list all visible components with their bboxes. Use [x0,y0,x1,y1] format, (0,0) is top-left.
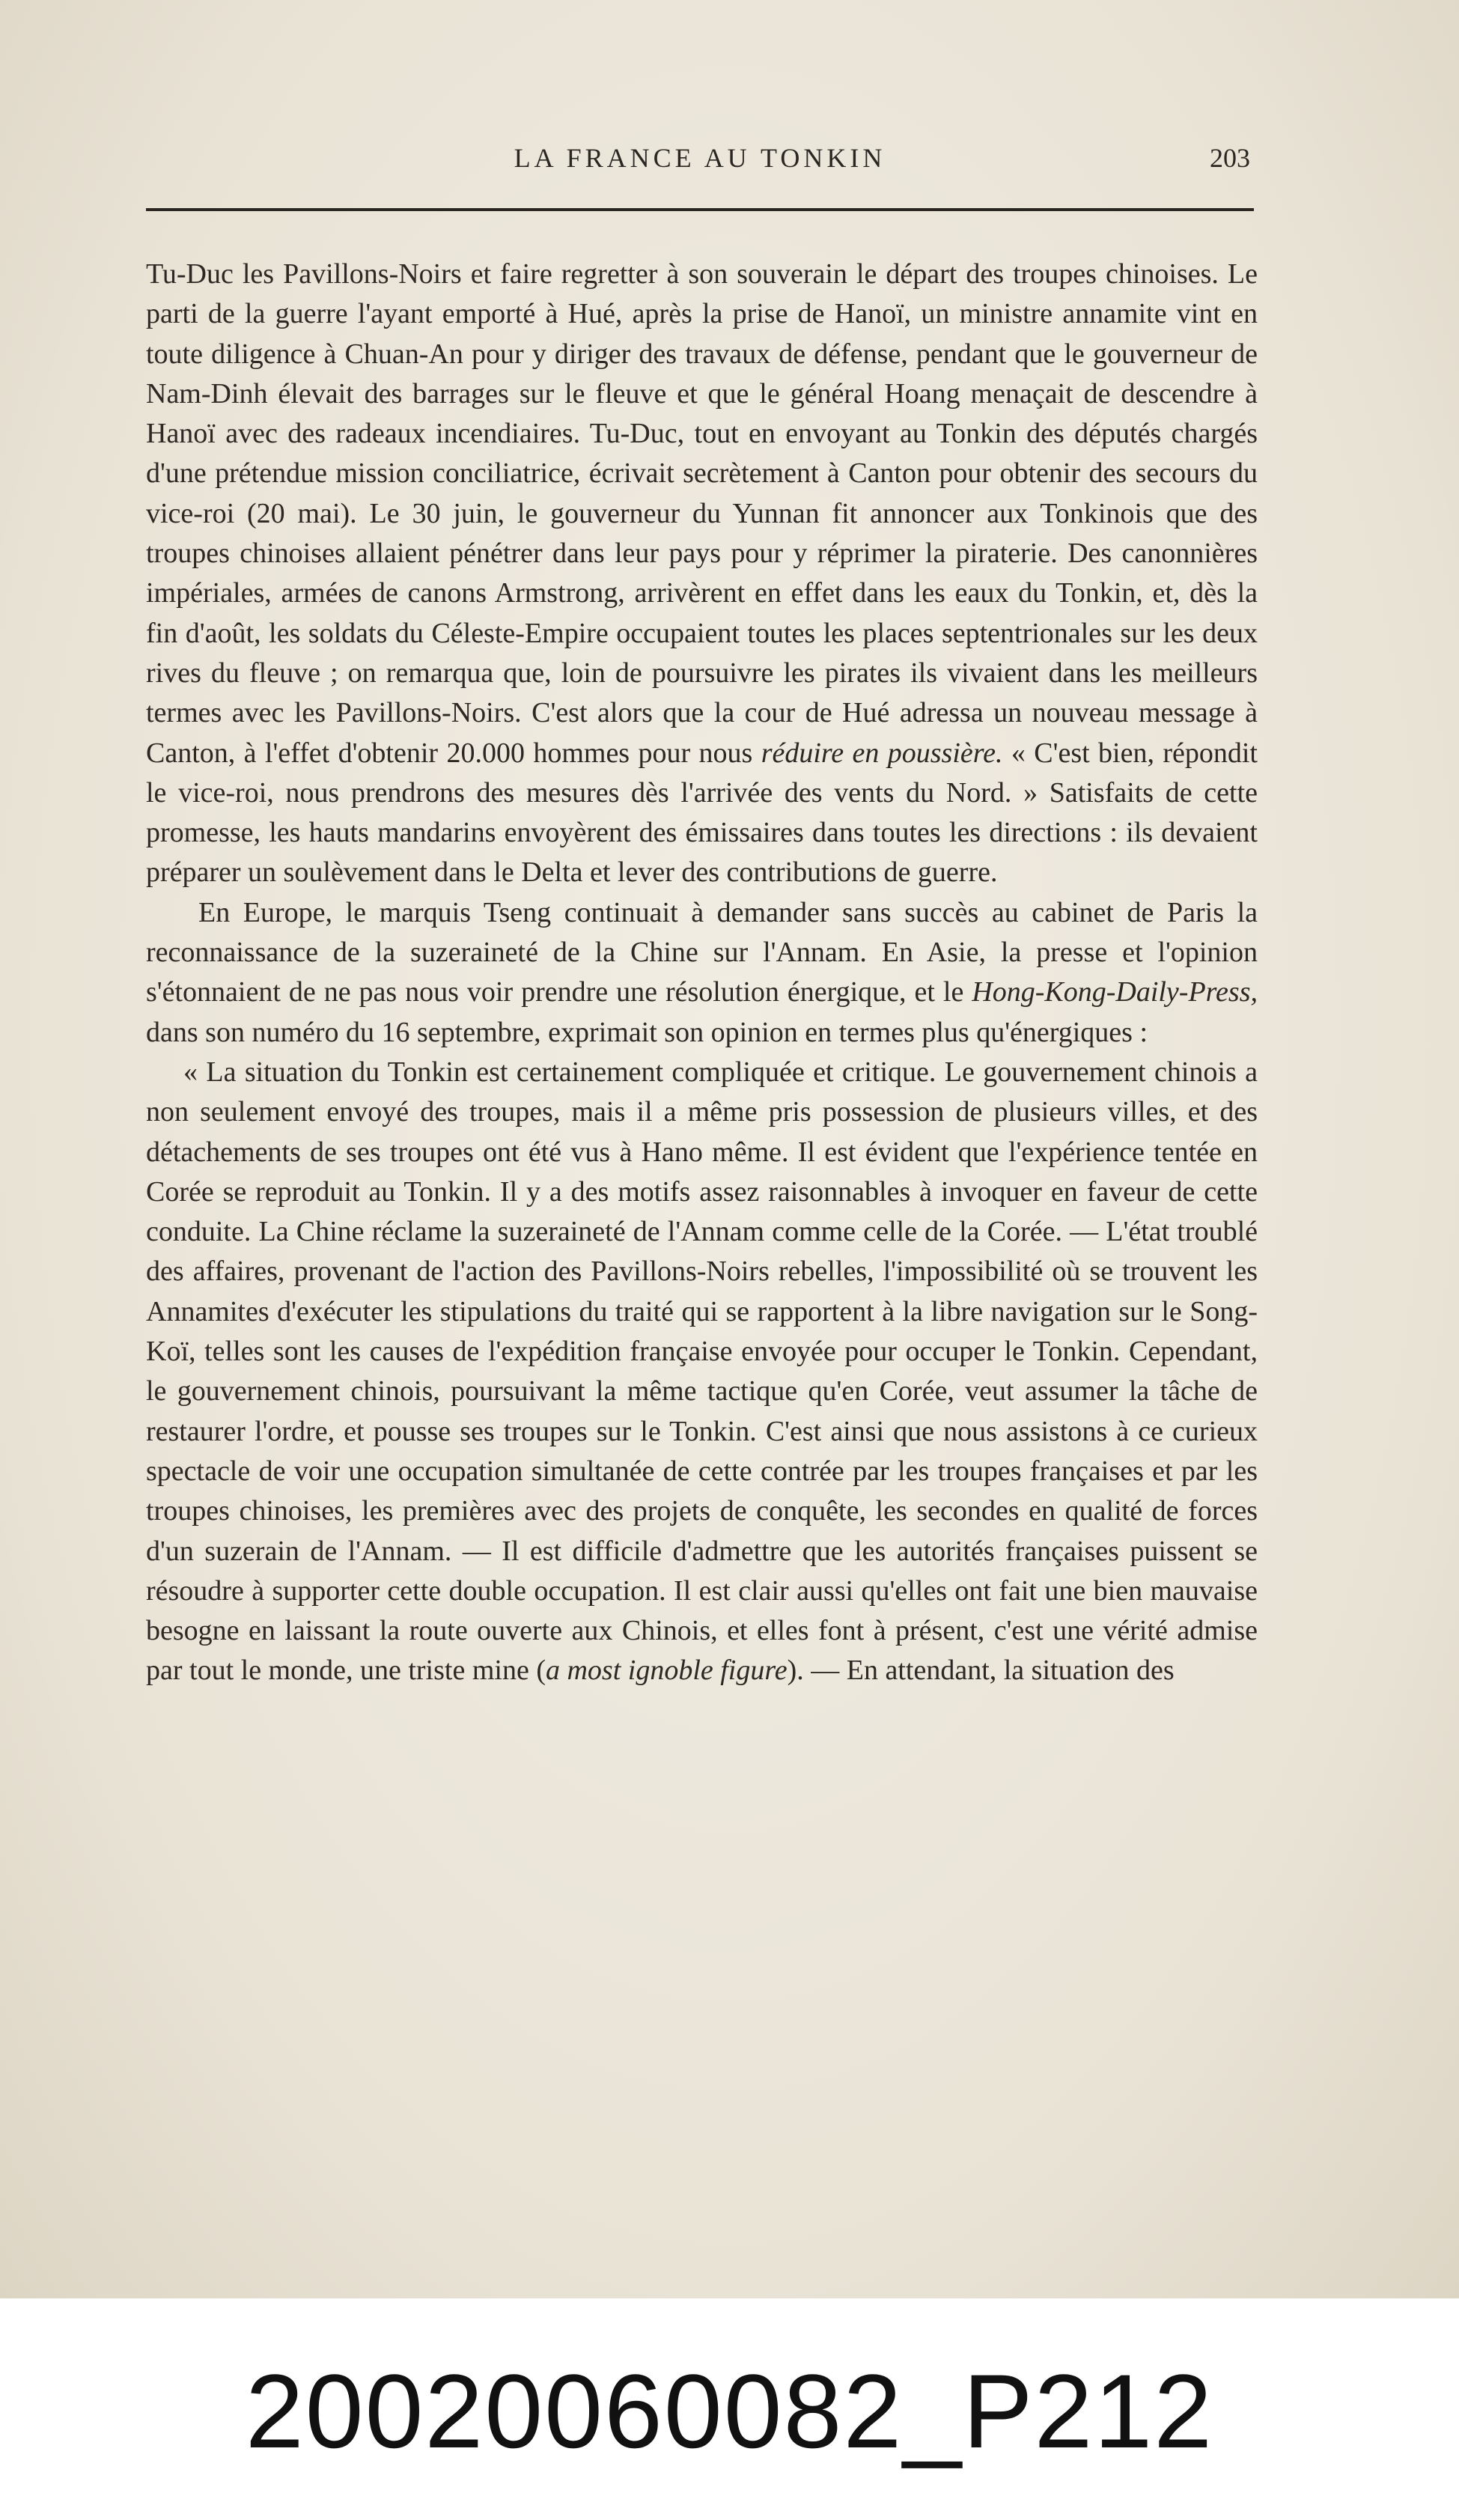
paragraph-2-end: dans son numéro du 16 septembre, exprimait son opinion en termes plus qu'énergiques : [146,1016,1148,1048]
paragraph-1-italic: réduire en poussière. [761,737,1003,769]
paragraph-1 [146,255,1258,893]
paragraph-2 [146,893,1258,1053]
catalog-footer [0,2298,1459,2520]
paragraph-3-text: « La situation du Tonkin est certainement compliquée et critique. Le gouvernement chinois a non seulement envoyé des troupes, mais il a même pris possession de plusieurs villes, et des détachements de ses troupes ont été vus à Hano même. Il est évident que l'expérience tentée en Corée se reproduit au Tonkin. Il y a des motifs assez raisonnables à invoquer en faveur de cette conduite. La Chine réclame la suzeraineté de l'Annam comme celle de la Corée. — L'état troublé des affaires, provenant de l'action des Pavillons-Noirs rebelles, l'impossibilité où se trouvent les Annamites d'exécuter les stipulations du traité qui se rapportent à la libre navigation sur le Song-Koï, telles sont les causes de l'expédition française envoyée pour occuper le Tonkin. Cependant, le gouvernement chinois, poursuivant la même tactique qu'en Corée, veut assumer la tâche de restaurer l'ordre, et pousse ses troupes sur le Tonkin. C'est ainsi que nous assistons à ce curieux spectacle de voir une occupation simultanée de cette contrée par les troupes françaises et par les troupes chinoises, les premières avec des projets de conquête, les secondes en qualité de forces d'un suzerain de l'Annam. — Il est difficile d'admettre que les autorités françaises puissent se résoudre à supporter cette double occupation. Il est clair aussi qu'elles ont fait une bien mauvaise besogne en laissant la route ouverte aux Chinois, et elles font à présent, c'est une vérité admise par tout le monde, une triste mine ( [146,1056,1258,1687]
paragraph-1-end: « C'est bien, répondit le vice-roi, nous prendrons des mesures dès l'arrivée des vents du Nord. » Satisfaits de cette promesse, les hauts mandarins envoyèrent des émissaires dans toutes les directions : ils devaient préparer un soulèvement dans le Delta et lever des contributions de guerre. [146,737,1258,889]
running-title: LA FRANCE AU TONKIN [514,143,886,173]
running-header [150,142,1250,187]
paragraph-2-italic: Hong-Kong-Daily-Press, [972,976,1258,1008]
paragraph-2-text: En Europe, le marquis Tseng continuait à demander sans succès au cabinet de Paris la reconnaissance de la suzeraineté de la Chine sur l'Annam. En Asie, la presse et l'opinion s'étonnaient de ne pas nous voir prendre une résolution énergique, et le [146,896,1258,1008]
page-number: 203 [1210,143,1250,173]
paragraph-3-italic: a most ignoble figure [545,1655,788,1687]
paragraph-1-text: Tu-Duc les Pavillons-Noirs et faire regretter à son souverain le départ des troupes chinoises. Le parti de la guerre l'ayant emporté à Hué, après la prise de Hanoï, un ministre annamite vint en toute diligence à Chuan-An pour y diriger des travaux de défense, pendant que le gouverneur de Nam-Dinh élevait des barrages sur le fleuve et que le général Hoang menaçait de descendre à Hanoï avec des radeaux incendiaires. Tu-Duc, tout en envoyant au Tonkin des députés chargés d'une prétendue mission conciliatrice, écrivait secrètement à Canton pour obtenir des secours du vice-roi (20 mai). Le 30 juin, le gouverneur du Yunnan fit annoncer aux Tonkinois que des troupes chinoises allaient pénétrer dans leur pays pour y réprimer la piraterie. Des canonnières impériales, armées de canons Armstrong, arrivèrent en effet dans les eaux du Tonkin, et, dès la fin d'août, les soldats du Céleste-Empire occupaient toutes les places septentrionales sur les deux rives du fleuve ; on remarqua que, loin de poursuivre les pirates ils vivaient dans les meilleurs termes avec les Pavillons-Noirs. C'est alors que la cour de Hué adressa un nouveau message à Canton, à l'effet d'obtenir 20.000 hommes pour nous [146,258,1258,769]
paragraph-3 [146,1053,1258,1691]
paragraph-3-end: ). — En attendant, la situation des [787,1655,1175,1687]
header-rule [146,208,1254,211]
catalog-id-label: 20020060082_P212 [245,2352,1214,2470]
body-text [146,255,1258,1691]
